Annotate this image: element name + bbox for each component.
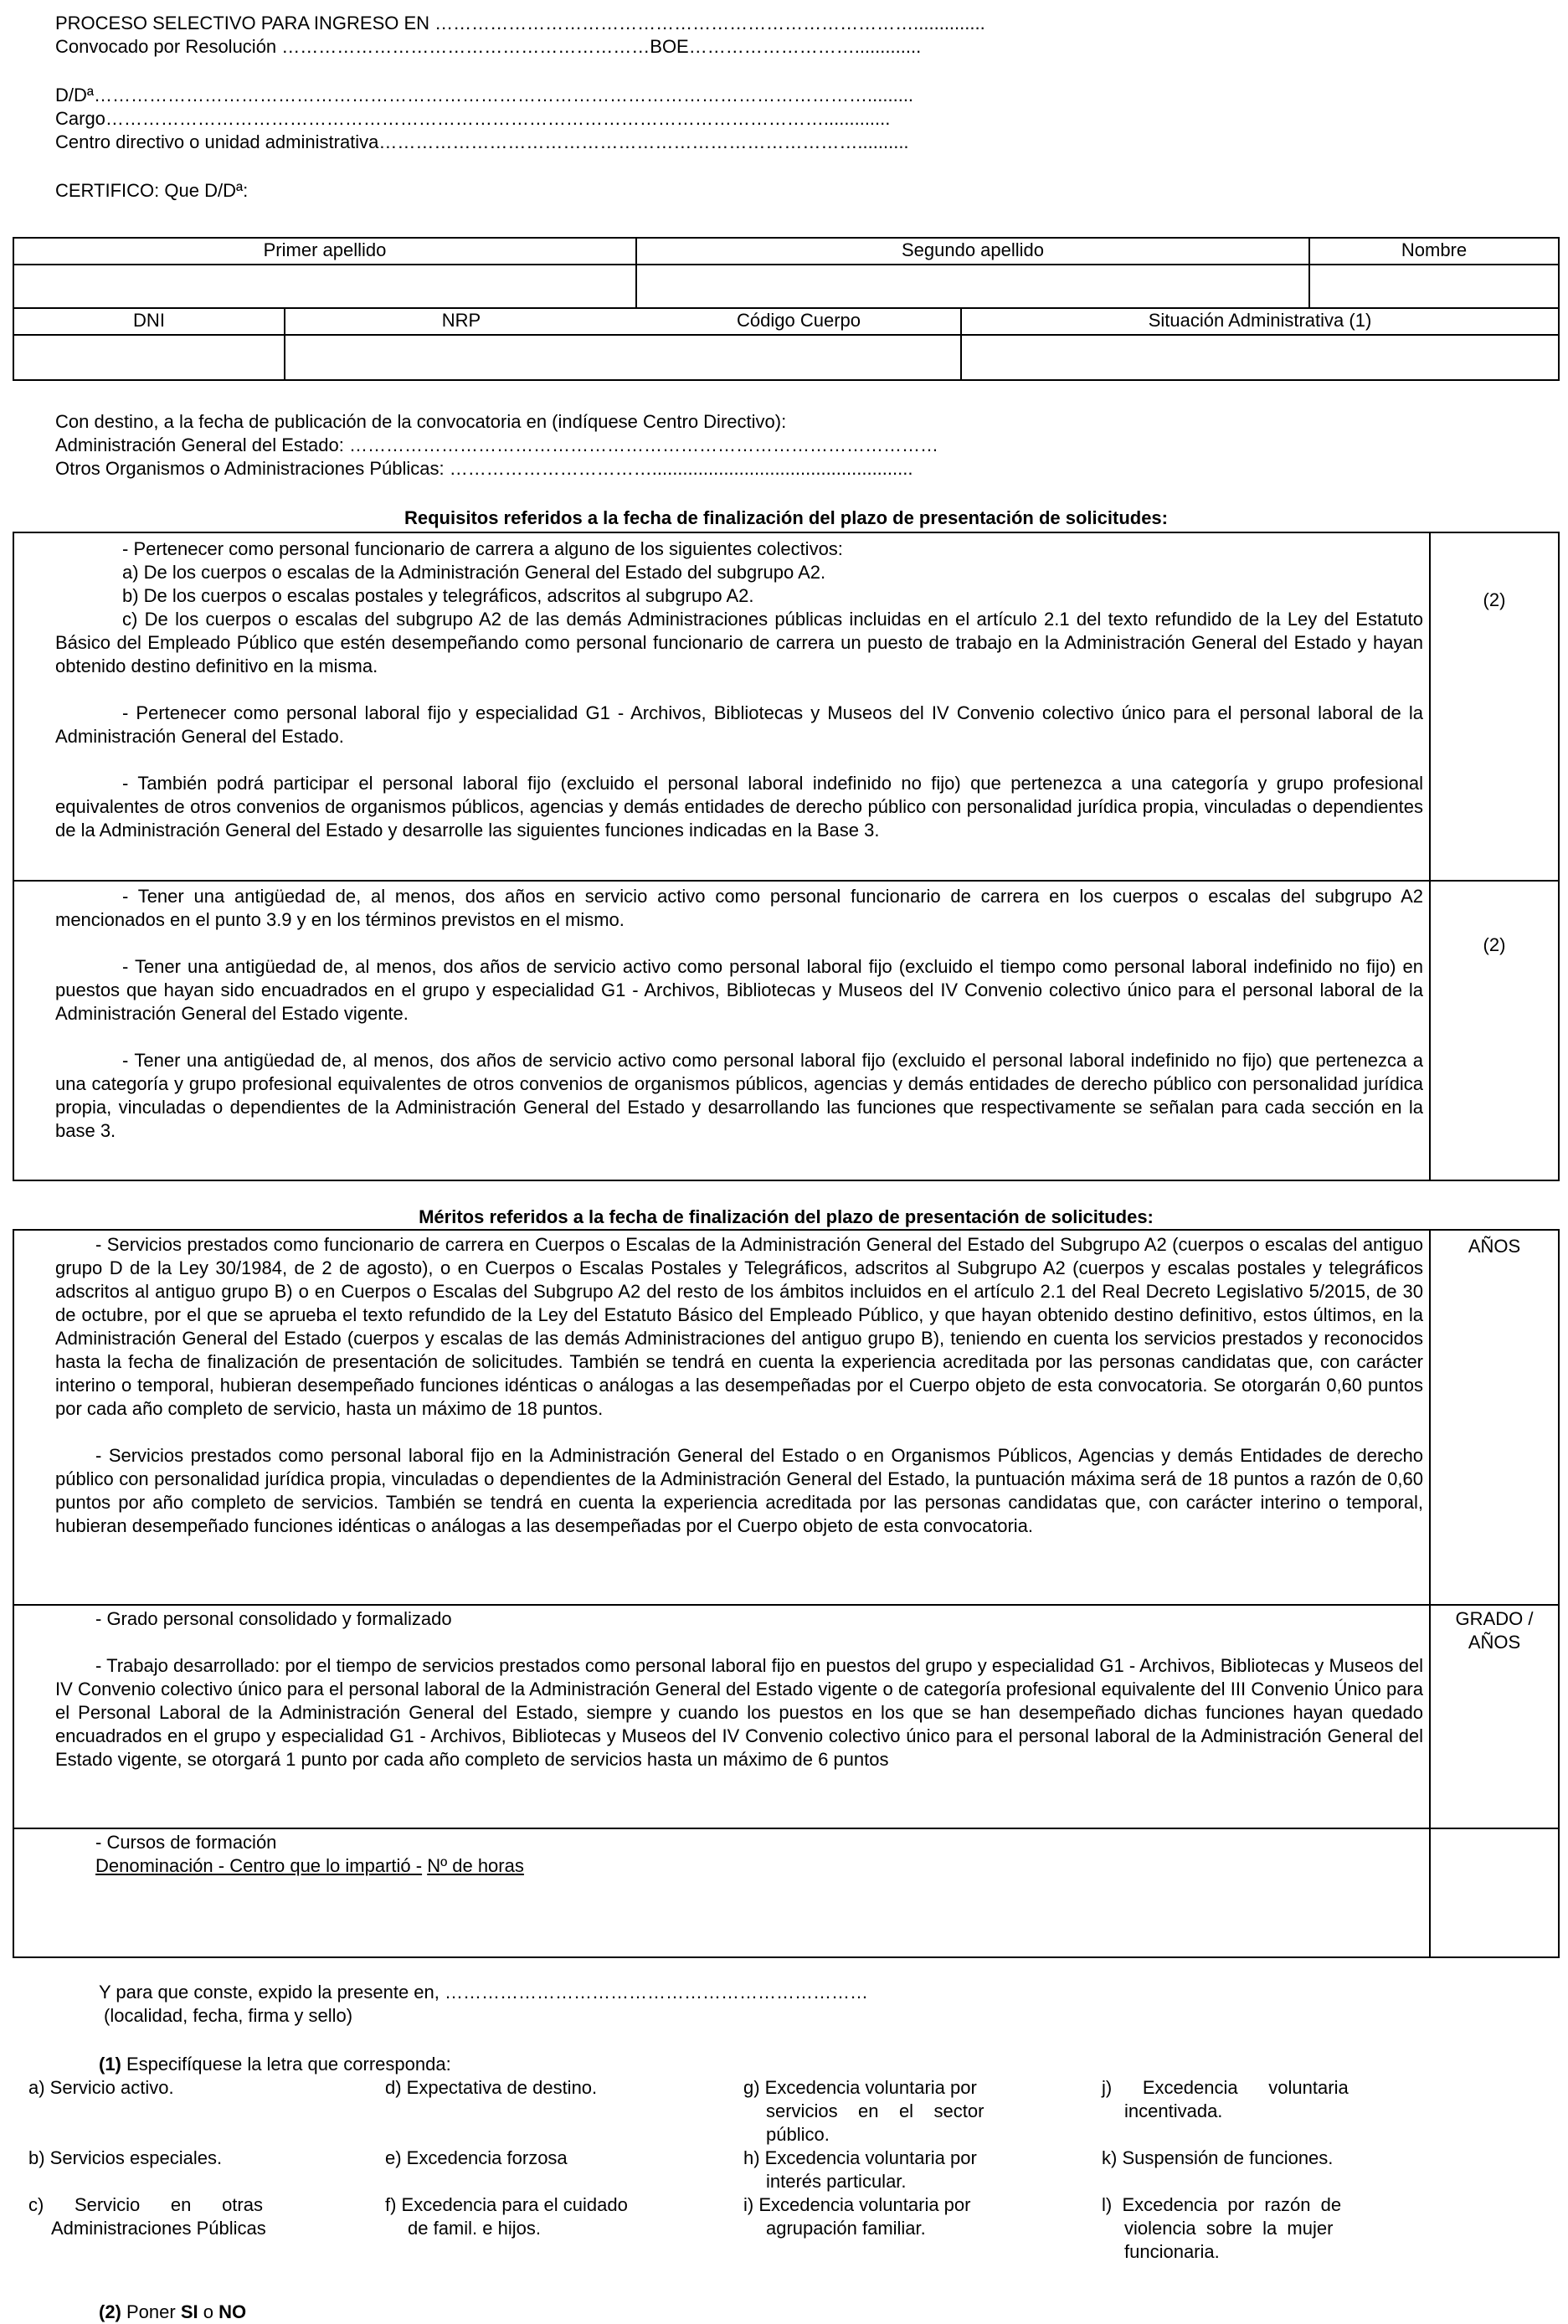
convocado-line: Convocado por Resolución ……………………………………………………BOE……………………….............: [55, 36, 922, 57]
centro-line: Centro directivo o unidad administrativa……………………………………………………………………..........: [55, 131, 909, 152]
field-dni[interactable]: [14, 336, 284, 379]
note-1: [99, 2053, 451, 2076]
req-laboral-equivalente: - También podrá participar el personal laboral fijo (excluido el personal laboral indefinido no fijo) que pertenezca a una categoría y grupo profesional equivalentes de otros convenios de organismos públicos, agencias y demás entidades de derecho público con personalidad jurídica propia, vinculadas o dependientes de la Administración General del Estado y desarrolle las siguientes funciones indicadas en la Base 3.: [55, 773, 1423, 841]
option-k: k) Suspensión de funciones.: [1102, 2147, 1334, 2168]
notes-col-3: [743, 2076, 1078, 2240]
note-2-label: (2): [99, 2301, 121, 2322]
merito-grado: - Grado personal consolidado y formalizado: [95, 1608, 452, 1629]
header-primer-apellido: Primer apellido: [263, 239, 387, 260]
header-situacion: Situación Administrativa (1): [1148, 310, 1372, 331]
req-option-a: a) De los cuerpos o escalas de la Administración General del Estado del subgrupo A2.: [122, 562, 826, 583]
cursos-horas: Nº de horas: [427, 1855, 524, 1876]
dda-line: D/Dª……………………………………………………………………………………………………………….........: [55, 85, 914, 105]
option-l-2: violencia sobre la mujer: [1124, 2218, 1334, 2239]
meritos-row2: [55, 1607, 1423, 1771]
option-g-3: público.: [766, 2124, 830, 2145]
req-option-c: c) De los cuerpos o escalas del subgrupo A2 de las demás Administraciones públicas incluidas en el artículo 2.1 del texto refundido de la Ley del Estatuto Básico del Empleado Público que estén desempeñando como personal funcionario de carrera un puesto de trabajo en la Administración General del Estado y hayan obtenido destino definitivo en la misma.: [55, 609, 1423, 676]
field-situacion[interactable]: [962, 336, 1558, 379]
option-e: e) Excedencia forzosa: [385, 2147, 568, 2168]
requisitos-table: [13, 532, 1560, 1181]
option-i-2: agrupación familiar.: [766, 2218, 926, 2239]
field-nrp-codigo[interactable]: [285, 336, 960, 379]
header-codigo-cuerpo: Código Cuerpo: [737, 310, 861, 331]
option-g-2: servicios en el sector: [766, 2100, 984, 2121]
meritos-row3: [95, 1831, 1418, 1878]
notes-col-4: [1102, 2076, 1437, 2264]
header-segundo-apellido: Segundo apellido: [901, 239, 1045, 260]
req-antiguedad-funcionario: - Tener una antigüedad de, al menos, dos años en servicio activo como personal funcionario de carrera en los cuerpos o escalas del subgrupo A2 mencionados en el punto 3.9 y en los términos previstos en el mismo.: [55, 886, 1423, 930]
option-a: a) Servicio activo.: [28, 2077, 174, 2098]
expido-line: Y para que conste, expido la presente en, ……………………………………………………………: [99, 1982, 868, 2003]
option-h-2: interés particular.: [766, 2171, 907, 2192]
req-option-b: b) De los cuerpos o escalas postales y telegráficos, adscritos al subgrupo A2.: [122, 585, 754, 606]
option-l: l) Excedencia por razón de: [1102, 2194, 1342, 2215]
note-2-no: NO: [218, 2301, 247, 2322]
field-segundo-apellido[interactable]: [637, 265, 1308, 307]
merito-trabajo: - Trabajo desarrollado: por el tiempo de servicios prestados como personal laboral fijo en puestos del grupo y especialidad G1 - Archivos, Bibliotecas y Museos del IV Convenio colectivo único para el personal laboral de la Administración General del Estado vigente o de categoría profesional equivalente del III Convenio Único para el Personal Laboral de la Administración General del Estado, siempre y cuando los puestos en los que se han desempeñado dichas funciones hayan quedado encuadrados en el grupo y especialidad G1 - Archivos, Bibliotecas y Museos del IV Convenio colectivo único para el personal laboral de la Administración General del Estado vigente, se otorgará 1 punto por cada año completo de servicios hasta un máximo de 6 puntos: [55, 1655, 1423, 1770]
otros-line: Otros Organismos o Administraciones Públicas: ……………………………...................................................: [55, 458, 913, 479]
requisitos-block1: [55, 537, 1423, 842]
option-h: h) Excedencia voluntaria por: [743, 2147, 977, 2168]
meritos-mark-grado: [1431, 1607, 1558, 1654]
option-f-2: de famil. e hijos.: [408, 2218, 541, 2239]
meritos-title: Méritos referidos a la fecha de finalización del plazo de presentación de solicitudes:: [419, 1206, 1154, 1227]
option-j: j) Excedencia voluntaria: [1102, 2077, 1349, 2098]
cargo-line: Cargo……………………………………………………………………………………………………….............: [55, 108, 891, 129]
requisitos-mark-1: (2): [1483, 589, 1506, 610]
note-2: [99, 2301, 246, 2324]
meritos-mark-anos: AÑOS: [1468, 1236, 1521, 1257]
option-c-2: Administraciones Públicas: [51, 2218, 266, 2239]
proceso-line: PROCESO SELECTIVO PARA INGRESO EN ……………………………………………………………………..............: [55, 13, 985, 33]
option-i: i) Excedencia voluntaria por: [743, 2194, 971, 2215]
requisitos-mark-2: (2): [1483, 934, 1506, 955]
anos-label: AÑOS: [1468, 1632, 1521, 1653]
note-1-label: (1): [99, 2054, 121, 2075]
header-dni: DNI: [133, 310, 165, 331]
option-l-3: funcionaria.: [1124, 2241, 1220, 2262]
field-nombre[interactable]: [1310, 265, 1558, 307]
requisitos-title: Requisitos referidos a la fecha de finalización del plazo de presentación de solicitudes:: [404, 507, 1168, 528]
age-line: Administración General del Estado: ……………………………………………………………………………………: [55, 434, 938, 455]
grado-label: GRADO /: [1455, 1608, 1534, 1629]
note-2-si: SI: [180, 2301, 198, 2322]
requisitos-block2: [55, 885, 1423, 1143]
note-2-text: Poner: [121, 2301, 181, 2322]
meritos-table: [13, 1229, 1560, 1958]
destino-line: Con destino, a la fecha de publicación de la convocatoria en (indíquese Centro Directivo):: [55, 411, 787, 432]
note-2-o: o: [198, 2301, 219, 2322]
option-b: b) Servicios especiales.: [28, 2147, 223, 2168]
header-nombre: Nombre: [1401, 239, 1468, 260]
merito-servicios-laboral: - Servicios prestados como personal laboral fijo en la Administración General del Estado o en Organismos Públicos, Agencias y demás Entidades de derecho público con personalidad jurídica propia, vinculadas o dependientes de la Administración General del Estado, la puntuación máxima será de 18 puntos a razón de 0,60 puntos por año completo de servicios. También se tendrá en cuenta la experiencia acreditada por las personas candidatas que, con carácter interino o temporal, hubieran desempeñado funciones idénticas o análogas a las desempeñadas por el Cuerpo objeto de esta convocatoria.: [55, 1445, 1423, 1536]
meritos-row1: [55, 1233, 1423, 1538]
certifico-line: CERTIFICO: Que D/Dª:: [55, 180, 249, 201]
req-antiguedad-laboral: - Tener una antigüedad de, al menos, dos años de servicio activo como personal laboral fijo (excluido el tiempo como personal laboral indefinido no fijo) en puestos que hayan sido encuadrados en el grupo y especialidad G1 - Archivos, Bibliotecas y Museos del IV Convenio colectivo único para el personal laboral de la Administración General del Estado vigente.: [55, 956, 1423, 1024]
identity-table: [13, 237, 1560, 381]
header-nrp: NRP: [441, 310, 481, 331]
req-funcionario: - Pertenecer como personal funcionario de carrera a alguno de los siguientes colectivos:: [122, 538, 843, 559]
option-d: d) Expectativa de destino.: [385, 2077, 598, 2098]
cursos-denominacion: Denominación - Centro que lo impartió -: [95, 1855, 423, 1876]
req-laboral: - Pertenecer como personal laboral fijo y especialidad G1 - Archivos, Bibliotecas y Museos del IV Convenio colectivo único para el personal laboral de la Administración General del Estado.: [55, 702, 1423, 747]
option-g: g) Excedencia voluntaria por: [743, 2077, 977, 2098]
notes-col-1: [28, 2076, 363, 2240]
option-f: f) Excedencia para el cuidado: [385, 2194, 628, 2215]
option-c: c) Servicio en otras: [28, 2194, 263, 2215]
field-primer-apellido[interactable]: [14, 265, 635, 307]
merito-cursos: - Cursos de formación: [95, 1832, 277, 1853]
merito-servicios-funcionario: - Servicios prestados como funcionario de carrera en Cuerpos o Escalas de la Administración General del Estado del Subgrupo A2 (cuerpos o escalas del antiguo grupo D de la Ley 30/1984, de 2 de agosto), o en Cuerpos o Escalas Postales y Telegráficos, adscritos al Subgrupo A2 (cuerpos y escalas postales y telegráficos adscritos al antiguo grupo B) o en Cuerpos o Escalas del Subgrupo A2 del resto de los ámbitos incluidos en el artículo 2.1 del Real Decreto Legislativo 5/2015, de 30 de octubre, por el que se aprueba el texto refundido de la Ley del Estatuto Básico del Empleado Público, y que hayan obtenido destino definitivo, estos últimos, en la Administración General del Estado (cuerpos y escalas de las demás Administraciones del antiguo grupo B), teniendo en cuenta los servicios prestados y reconocidos hasta la fecha de finalización de presentación de solicitudes. También se tendrá en cuenta la experiencia acreditada por las personas candidatas que, con carácter interino o temporal, hubieran desempeñado funciones idénticas o análogas a las desempeñadas por el Cuerpo objeto de esta convocatoria. Se otorgarán 0,60 puntos por cada año completo de servicio, hasta un máximo de 18 puntos.: [55, 1234, 1423, 1419]
notes-col-2: [385, 2076, 720, 2240]
firma-hint: (localidad, fecha, firma y sello): [104, 2005, 353, 2026]
option-j-2: incentivada.: [1124, 2100, 1223, 2121]
req-antiguedad-equivalente: - Tener una antigüedad de, al menos, dos años de servicio activo como personal laboral fijo (excluido el personal laboral indefinido no fijo) que pertenezca a una categoría y grupo profesional equivalentes de otros convenios de organismos públicos, agencias y demás entidades de derecho público con personalidad jurídica propia, vinculadas o dependientes de la Administración General del Estado y desarrollando las funciones que respectivamente se señalan para cada sección en la base 3.: [55, 1050, 1423, 1141]
note-1-text: Especifíquese la letra que corresponda:: [121, 2054, 451, 2075]
